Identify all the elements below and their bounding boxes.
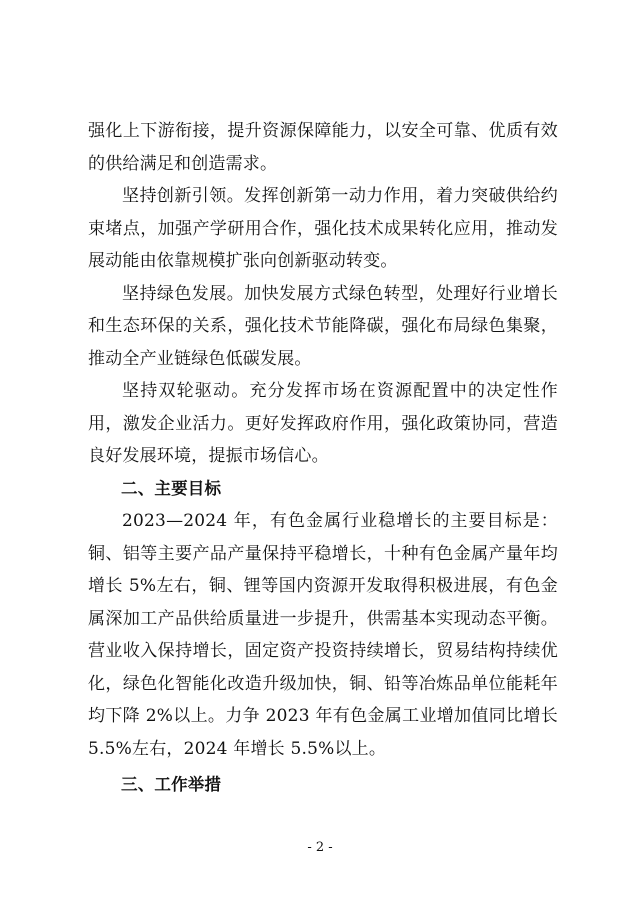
document-body <box>88 115 558 802</box>
paragraph-main-goals: 2023—2024 年，有色金属行业稳增长的主要目标是：铜、铝等主要产品产量保持平稳增长，十种有色金属产量年均增长 5%左右，铜、锂等国内资源开发取得积极进展，有色金属深加工产品供给质量进一步提升，供需基本实现动态平衡。营业收入保持增长，固定资产投资持续增长，贸易结构持续优化，绿色化智能化改造升级加快，铜、铅等冶炼品单位能耗年均下降 2%以上。力争 2023 年有色金属工业增加值同比增长 5.5%左右，2024 年增长 5.5%以上。 <box>88 511 558 759</box>
paragraph-dual-drive: 坚持双轮驱动。充分发挥市场在资源配置中的决定性作用，激发企业活力。更好发挥政府作用，强化政策协同，营造良好发展环境，提振市场信心。 <box>88 381 558 466</box>
section-heading-work-measures: 三、工作举措 <box>121 775 222 794</box>
page-number: - 2 - <box>307 840 333 855</box>
paragraph-innovation: 坚持创新引领。发挥创新第一动力作用，着力突破供给约束堵点，加强产学研用合作，强化技术成果转化应用，推动发展动能由依靠规模扩张向创新驱动转变。 <box>88 186 558 271</box>
paragraph-continuation: 强化上下游衔接，提升资源保障能力，以安全可靠、优质有效的供给满足和创造需求。 <box>88 121 558 174</box>
section-heading-main-goals: 二、主要目标 <box>121 478 222 498</box>
paragraph-green-development: 坚持绿色发展。加快发展方式绿色转型，处理好行业增长和生态环保的关系，强化技术节能降碳，强化布局绿色集聚，推动全产业链绿色低碳发展。 <box>88 283 558 369</box>
